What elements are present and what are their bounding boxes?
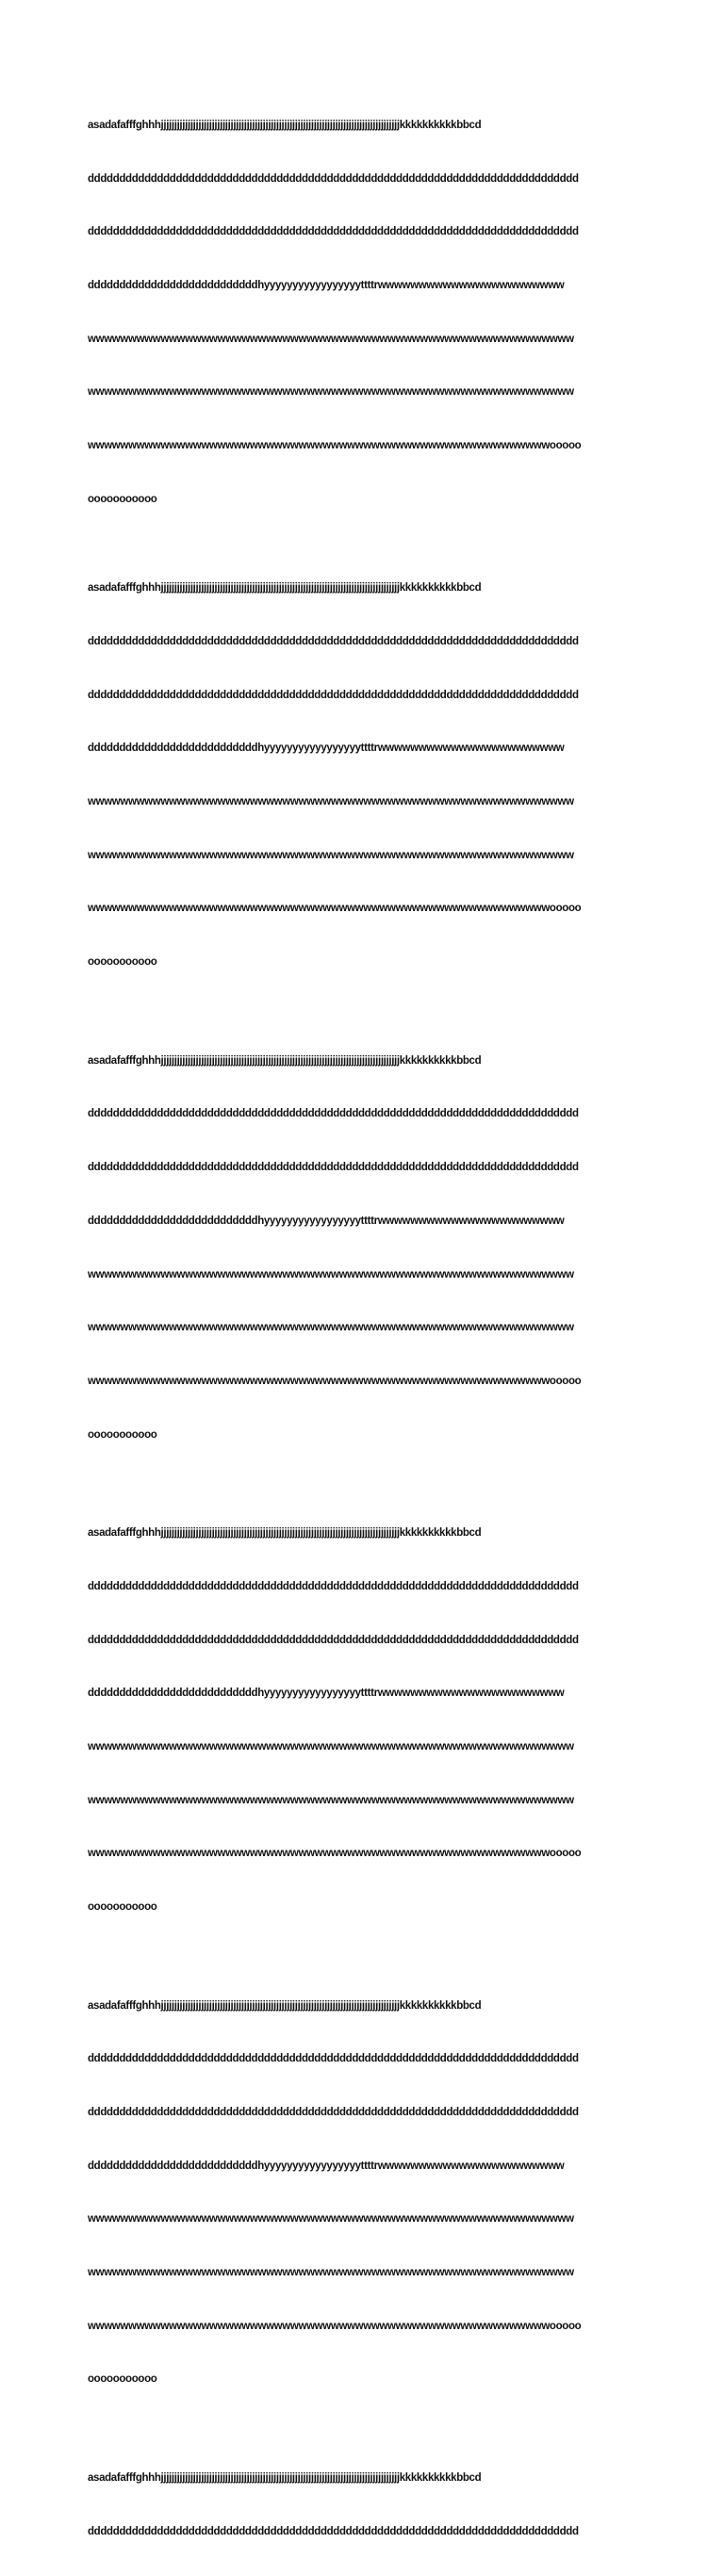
paragraph-2 [88, 544, 653, 1006]
text-line: wwwwwwwwwwwwwwwwwwwwwwwwwwwwwwwwwwwwwwwwwwwwwwwwwwwwwwwwwwww [88, 1322, 574, 1334]
paragraph-spacer [88, 1479, 653, 1489]
text-line: ooooooooooo [88, 493, 157, 505]
text-line: wwwwwwwwwwwwwwwwwwwwwwwwwwwwwwwwwwwwwwwwwwwwwwwwwwwwwwwwwwww [88, 1268, 574, 1280]
text-line: ooooooooooo [88, 1428, 157, 1441]
paragraph-6 [88, 2434, 653, 2576]
text-line: wwwwwwwwwwwwwwwwwwwwwwwwwwwwwwwwwwwwwwwwwwwwwwwwwwwwwwwwwwww [88, 2267, 574, 2279]
text-line: wwwwwwwwwwwwwwwwwwwwwwwwwwwwwwwwwwwwwwwwwwwwwwwwwwwwwwwwwwww [88, 333, 574, 345]
text-line: dddddddddddddddddddddddddddddddddddddddddddddddddddddddddddddddddddddddddddddd [88, 2106, 579, 2118]
text-line: asadafafffghhhjjjjjjjjjjjjjjjjjjjjjjjjjjjjjjjjjjjjjjjjjjjjjjjjjjjjjjjjjjjjjjjjjjjjjjjjjjjjjjjjjjjjjjjjjkkkkkkkkkkbbcd [88, 2472, 482, 2484]
text-line: asadafafffghhhjjjjjjjjjjjjjjjjjjjjjjjjjjjjjjjjjjjjjjjjjjjjjjjjjjjjjjjjjjjjjjjjjjjjjjjjjjjjjjjjjjjjjjjjjkkkkkkkkkkbbcd [88, 1999, 482, 2012]
text-line: wwwwwwwwwwwwwwwwwwwwwwwwwwwwwwwwwwwwwwwwwwwwwwwwwwwwwwwwwooooo [88, 1848, 582, 1860]
paragraph-4 [88, 1489, 653, 1951]
text-line: wwwwwwwwwwwwwwwwwwwwwwwwwwwwwwwwwwwwwwwwwwwwwwwwwwwwwwwwwwww [88, 849, 574, 861]
text-line: dddddddddddddddddddddddddddddddddddddddddddddddddddddddddddddddddddddddddddddd [88, 1108, 579, 1120]
text-line: wwwwwwwwwwwwwwwwwwwwwwwwwwwwwwwwwwwwwwwwwwwwwwwwwwwwwwwwwwww [88, 1740, 574, 1753]
text-line: asadafafffghhhjjjjjjjjjjjjjjjjjjjjjjjjjjjjjjjjjjjjjjjjjjjjjjjjjjjjjjjjjjjjjjjjjjjjjjjjjjjjjjjjjjjjjjjjjkkkkkkkkkkbbcd [88, 119, 482, 131]
text-line: dddddddddddddddddddddddddddddddddddddddddddddddddddddddddddddddddddddddddddddd [88, 2053, 579, 2065]
text-line: asadafafffghhhjjjjjjjjjjjjjjjjjjjjjjjjjjjjjjjjjjjjjjjjjjjjjjjjjjjjjjjjjjjjjjjjjjjjjjjjjjjjjjjjjjjjjjjjjkkkkkkkkkkbbcd [88, 1054, 482, 1067]
text-line: wwwwwwwwwwwwwwwwwwwwwwwwwwwwwwwwwwwwwwwwwwwwwwwwwwwwwwwwwooooo [88, 1375, 582, 1387]
text-line: wwwwwwwwwwwwwwwwwwwwwwwwwwwwwwwwwwwwwwwwwwwwwwwwwwwwwwwwwwww [88, 386, 574, 399]
text-line: ooooooooooo [88, 956, 157, 969]
text-line: dddddddddddddddddddddddddddhyyyyyyyyyyyyyyyyyttttrwwwwwwwwwwwwwwwwwwwwwww [88, 2160, 565, 2172]
text-line: asadafafffghhhjjjjjjjjjjjjjjjjjjjjjjjjjjjjjjjjjjjjjjjjjjjjjjjjjjjjjjjjjjjjjjjjjjjjjjjjjjjjjjjjjjjjjjjjjkkkkkkkkkkbbcd [88, 582, 482, 595]
paragraph-1 [88, 81, 653, 544]
paragraph-spacer [88, 1007, 653, 1017]
text-line: dddddddddddddddddddddddddddhyyyyyyyyyyyyyyyyyttttrwwwwwwwwwwwwwwwwwwwwwww [88, 1687, 565, 1700]
document-body [88, 81, 653, 2576]
text-line: dddddddddddddddddddddddddddddddddddddddddddddddddddddddddddddddddddddddddddddd [88, 172, 579, 185]
paragraph-3 [88, 1017, 653, 1479]
paragraph-5 [88, 1962, 653, 2424]
text-line: wwwwwwwwwwwwwwwwwwwwwwwwwwwwwwwwwwwwwwwwwwwwwwwwwwwwwwwwwwww [88, 1794, 574, 1806]
text-line: wwwwwwwwwwwwwwwwwwwwwwwwwwwwwwwwwwwwwwwwwwwwwwwwwwwwwwwwwooooo [88, 903, 582, 915]
text-line: dddddddddddddddddddddddddddddddddddddddddddddddddddddddddddddddddddddddddddddd [88, 2525, 579, 2537]
text-line: wwwwwwwwwwwwwwwwwwwwwwwwwwwwwwwwwwwwwwwwwwwwwwwwwwwwwwwwwooooo [88, 440, 582, 452]
text-line: dddddddddddddddddddddddddddddddddddddddddddddddddddddddddddddddddddddddddddddd [88, 635, 579, 647]
paragraph-spacer [88, 1952, 653, 1962]
text-line: dddddddddddddddddddddddddddhyyyyyyyyyyyyyyyyyttttrwwwwwwwwwwwwwwwwwwwwwww [88, 279, 565, 291]
text-line: ooooooooooo [88, 2373, 157, 2386]
text-line: wwwwwwwwwwwwwwwwwwwwwwwwwwwwwwwwwwwwwwwwwwwwwwwwwwwwwwwwwwww [88, 796, 574, 808]
text-line: dddddddddddddddddddddddddddhyyyyyyyyyyyyyyyyyttttrwwwwwwwwwwwwwwwwwwwwwww [88, 1215, 565, 1227]
text-line: dddddddddddddddddddddddddddddddddddddddddddddddddddddddddddddddddddddddddddddd [88, 689, 579, 701]
text-line: dddddddddddddddddddddddddddddddddddddddddddddddddddddddddddddddddddddddddddddd [88, 226, 579, 238]
text-line: dddddddddddddddddddddddddddddddddddddddddddddddddddddddddddddddddddddddddddddd [88, 1580, 579, 1592]
text-line: asadafafffghhhjjjjjjjjjjjjjjjjjjjjjjjjjjjjjjjjjjjjjjjjjjjjjjjjjjjjjjjjjjjjjjjjjjjjjjjjjjjjjjjjjjjjjjjjjkkkkkkkkkkbbcd [88, 1527, 482, 1540]
text-line: dddddddddddddddddddddddddddddddddddddddddddddddddddddddddddddddddddddddddddddd [88, 1634, 579, 1646]
paragraph-spacer [88, 2424, 653, 2434]
text-line: ooooooooooo [88, 1901, 157, 1914]
text-line: dddddddddddddddddddddddddddddddddddddddddddddddddddddddddddddddddddddddddddddd [88, 1162, 579, 1174]
text-line: dddddddddddddddddddddddddddhyyyyyyyyyyyyyyyyyttttrwwwwwwwwwwwwwwwwwwwwwww [88, 742, 565, 755]
text-line: wwwwwwwwwwwwwwwwwwwwwwwwwwwwwwwwwwwwwwwwwwwwwwwwwwwwwwwwwooooo [88, 2320, 582, 2332]
text-line: wwwwwwwwwwwwwwwwwwwwwwwwwwwwwwwwwwwwwwwwwwwwwwwwwwwwwwwwwwww [88, 2213, 574, 2225]
